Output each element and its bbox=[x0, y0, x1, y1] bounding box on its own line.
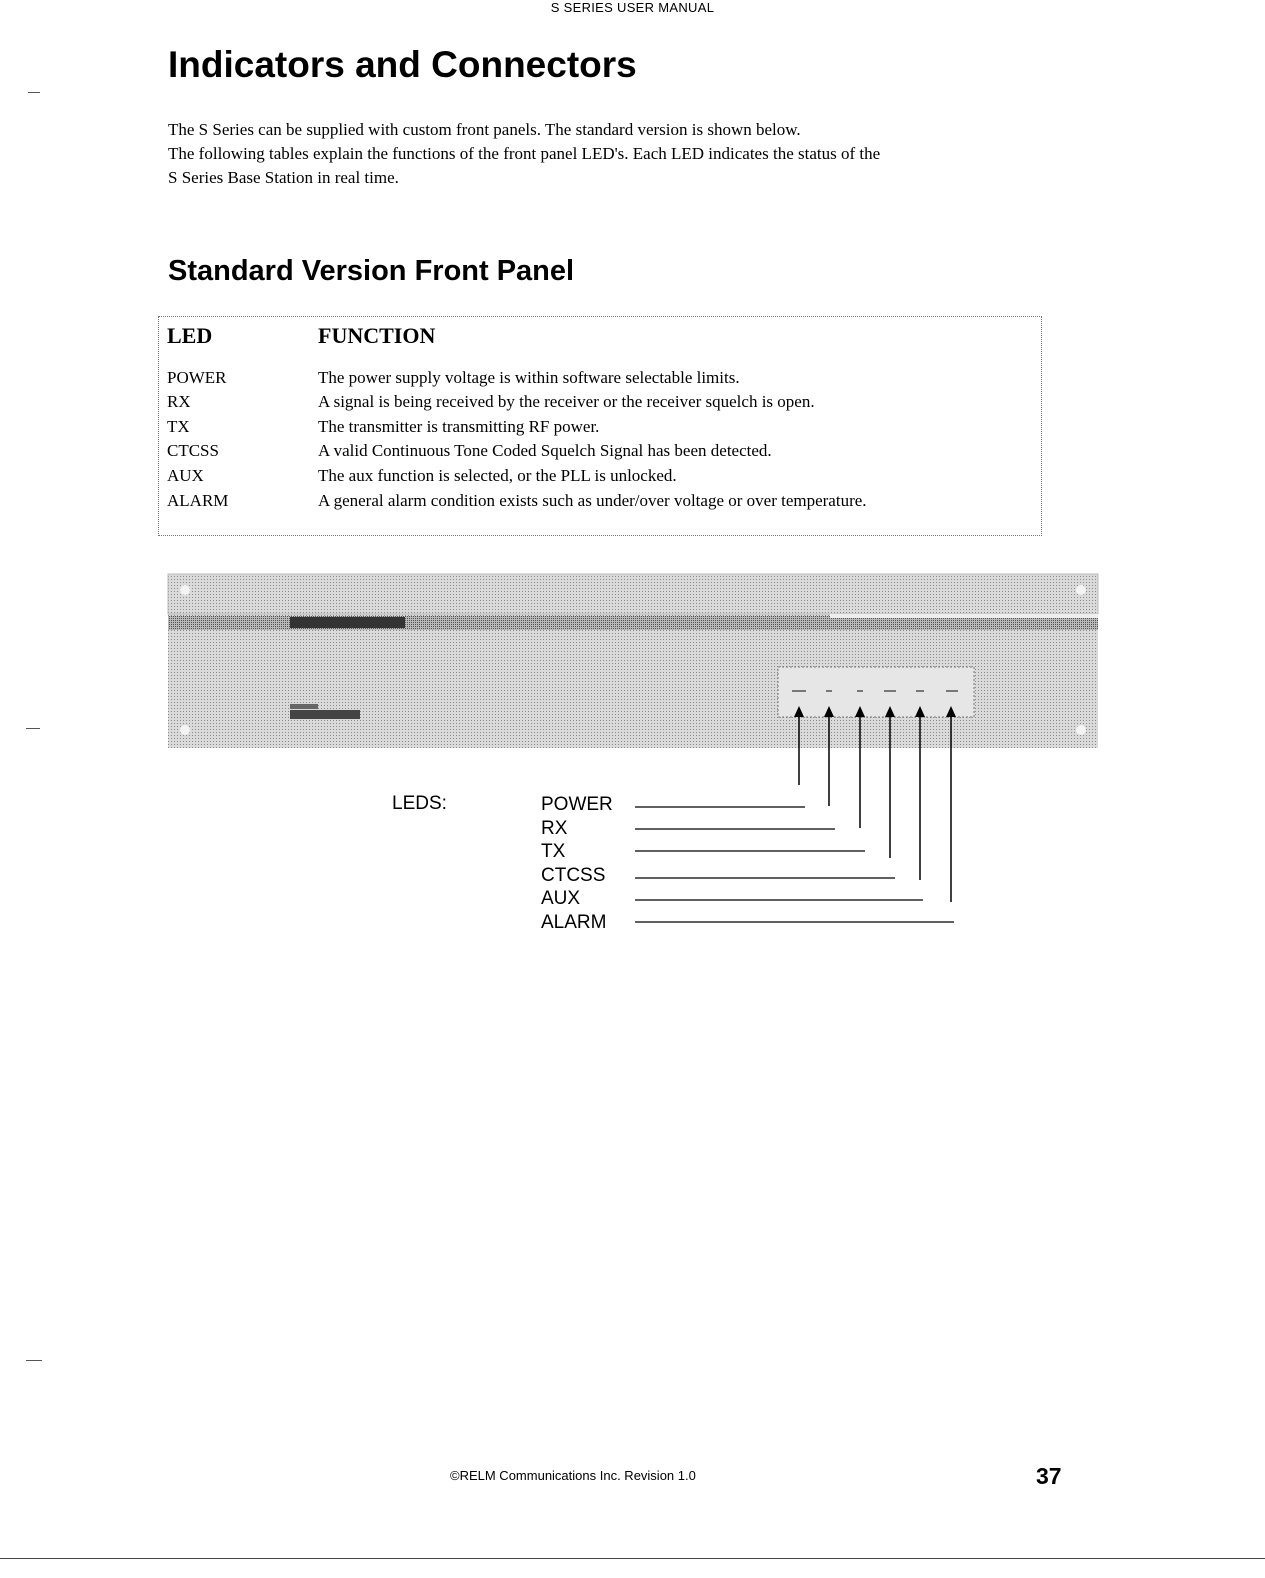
mounting-hole-icon bbox=[180, 725, 190, 735]
table-row bbox=[167, 388, 867, 413]
table-row bbox=[167, 486, 867, 511]
led-function-cell: The aux function is selected, or the PLL is unlocked. bbox=[318, 465, 677, 485]
led-name-cell: CTCSS bbox=[167, 441, 219, 461]
led-name-cell: POWER bbox=[167, 367, 227, 387]
scan-mark bbox=[26, 728, 40, 729]
running-header: S SERIES USER MANUAL bbox=[550, 0, 715, 15]
led-label-power: POWER bbox=[541, 794, 613, 815]
intro-paragraph bbox=[168, 118, 1068, 190]
mounting-hole-icon bbox=[1076, 585, 1086, 595]
leds-label-list bbox=[541, 793, 613, 934]
intro-line: The following tables explain the functions of the front panel LED's. Each LED indicates the status of the bbox=[168, 144, 881, 163]
led-function-table-box bbox=[158, 316, 1042, 536]
led-column-header: LED bbox=[167, 323, 213, 348]
front-panel-illustration bbox=[165, 570, 1101, 940]
footer-copyright: ©RELM Communications Inc. Revision 1.0 bbox=[450, 1468, 696, 1483]
table-row bbox=[167, 412, 867, 437]
function-column-header: FUNCTION bbox=[318, 323, 436, 348]
page-title: Indicators and Connectors bbox=[168, 44, 637, 85]
led-function-table bbox=[167, 323, 867, 511]
led-name-cell: AUX bbox=[167, 465, 204, 485]
led-function-cell: A valid Continuous Tone Coded Squelch Signal has been detected. bbox=[318, 441, 772, 461]
leader-lines bbox=[635, 807, 954, 922]
scan-mark bbox=[28, 92, 40, 93]
scan-mark bbox=[26, 1360, 42, 1361]
led-name-cell: ALARM bbox=[167, 490, 229, 510]
led-function-cell: The transmitter is transmitting RF power. bbox=[318, 416, 600, 436]
led-function-cell: The power supply voltage is within software selectable limits. bbox=[318, 367, 740, 387]
table-row bbox=[167, 363, 867, 388]
led-function-cell: A general alarm condition exists such as under/over voltage or over temperature. bbox=[318, 490, 867, 510]
intro-line: The S Series can be supplied with custom front panels. The standard version is shown below. bbox=[168, 120, 801, 139]
led-name-cell: TX bbox=[167, 416, 190, 436]
led-label-rx: RX bbox=[541, 817, 568, 839]
leds-caption: LEDS: bbox=[392, 793, 447, 814]
table-header-row bbox=[167, 323, 867, 363]
small-brand-mark bbox=[290, 710, 360, 719]
page-number: 37 bbox=[1036, 1463, 1062, 1489]
led-label-tx: TX bbox=[541, 841, 566, 862]
mounting-hole-icon bbox=[1076, 725, 1086, 735]
led-name-cell: RX bbox=[167, 392, 191, 412]
table-row bbox=[167, 461, 867, 486]
section-title: Standard Version Front Panel bbox=[168, 255, 575, 287]
led-window bbox=[778, 667, 974, 717]
panel-top-strip bbox=[168, 574, 1098, 614]
brand-logo-stripe bbox=[290, 617, 405, 628]
led-function-cell: A signal is being received by the receiver or the receiver squelch is open. bbox=[318, 392, 815, 412]
led-label-alarm: ALARM bbox=[541, 911, 607, 933]
bottom-rule bbox=[0, 1558, 1265, 1559]
mounting-hole-icon bbox=[180, 585, 190, 595]
led-label-ctcss: CTCSS bbox=[541, 864, 606, 886]
table-row bbox=[167, 437, 867, 462]
intro-line: S Series Base Station in real time. bbox=[168, 168, 399, 187]
led-label-aux: AUX bbox=[541, 888, 581, 909]
